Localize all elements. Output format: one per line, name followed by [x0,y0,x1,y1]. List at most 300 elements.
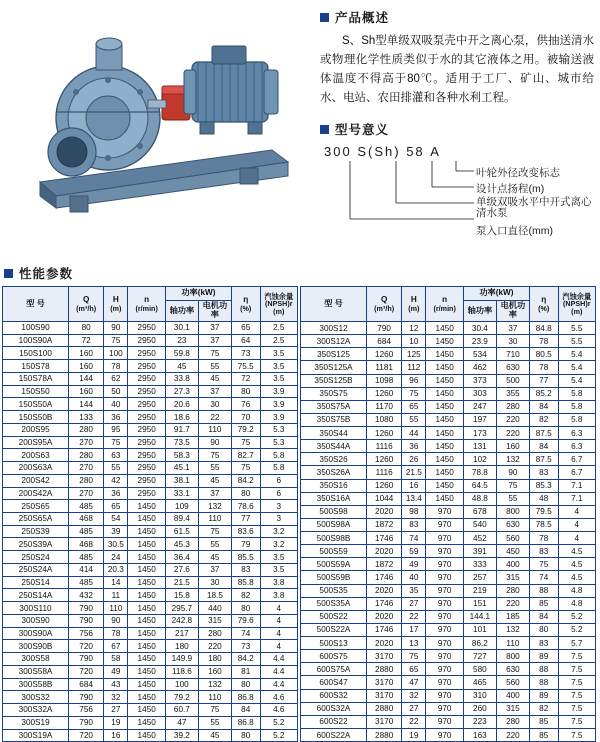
th-speed-sym: n [144,294,150,304]
cell-model: 600S32A [301,702,367,715]
model-title: 型号意义 [335,123,390,137]
cell-value: 2020 [367,584,402,597]
cell-value: 20.6 [165,398,198,411]
cell-value: 85.2 [529,387,558,400]
cell-value: 85.5 [231,551,260,564]
performance-table-right [300,286,596,742]
cell-value: 90 [496,466,529,479]
cell-value: 20.3 [104,563,128,576]
table-head [3,287,298,322]
cell-value: 970 [426,518,463,531]
cell-model: 300S58B [3,678,69,691]
cell-model: 350S75A [301,400,367,413]
table-row [3,449,298,462]
cell-value: 87.5 [529,453,558,466]
cell-model: 500S13 [301,637,367,650]
model-label-3: 泵入口直径(mm) [476,225,553,237]
cell-value: 110 [496,637,529,650]
cell-value: 3 [260,500,297,513]
model-label-2: 单级双吸水平中开式离心清水泵 [476,196,592,219]
cell-value: 4 [260,602,297,615]
cell-model: 150S78 [3,360,69,373]
th-npsh-unit: (m) [273,306,285,316]
cell-value: 280 [496,400,529,413]
cell-value: 4 [260,640,297,653]
cell-value: 64 [231,334,260,347]
table-row [3,538,298,551]
cell-value: 1450 [426,335,463,348]
performance-tables [0,286,600,738]
th-npsh-sym: (NPSH)r [562,299,591,309]
cell-value: 88 [529,584,558,597]
cell-value: 1746 [367,597,402,610]
cell-value: 45 [198,729,231,742]
th-head-sym: H [112,294,119,304]
cell-value: 4.8 [558,597,595,610]
table-body-left [3,322,298,742]
table-row [3,627,298,640]
cell-value: 30.4 [463,322,496,335]
cell-value: 50 [104,385,128,398]
cell-value: 630 [496,663,529,676]
cell-value: 6.7 [558,453,595,466]
cell-value: 485 [69,525,104,538]
cell-value: 2950 [128,360,165,373]
th-model: 型 号 [301,287,367,322]
cell-value: 1450 [128,513,165,526]
cell-value: 1450 [426,466,463,479]
table-row [301,387,596,400]
cell-value: 110 [198,513,231,526]
overview-paragraph [320,32,594,108]
cell-value: 970 [426,597,463,610]
cell-model: 150S50A [3,398,69,411]
cell-value: 40 [104,398,128,411]
table-row [301,492,596,505]
cell-value: 30 [198,576,231,589]
cell-value: 75 [231,462,260,475]
cell-value: 85.3 [529,479,558,492]
cell-value: 112 [402,361,426,374]
cell-value: 59.8 [165,347,198,360]
table-row [301,623,596,636]
overview-heading [320,8,600,26]
model-label-0: 叶轮外径改变标志 [476,167,560,179]
cell-model: 300S110 [3,602,69,615]
table-row [301,676,596,689]
cell-value: 96 [402,374,426,387]
cell-value: 85 [529,728,558,742]
cell-value: 710 [496,348,529,361]
cell-model: 350S75 [301,387,367,400]
cell-model: 200S63A [3,462,69,475]
cell-value: 1450 [128,691,165,704]
cell-value: 75 [496,479,529,492]
cell-value: 4.5 [558,558,595,571]
cell-value: 24 [104,551,128,564]
cell-value: 160 [198,665,231,678]
cell-value: 37 [198,385,231,398]
cell-value: 280 [496,715,529,728]
cell-value: 3.8 [260,576,297,589]
cell-model: 350S44A [301,440,367,453]
cell-model: 250S14 [3,576,69,589]
cell-value: 6.7 [558,466,595,479]
cell-value: 144.1 [463,610,496,623]
cell-value: 78 [529,532,558,545]
cell-value: 970 [426,505,463,518]
cell-value: 64.5 [463,479,496,492]
table-row [301,361,596,374]
table-row [301,728,596,742]
cell-value: 37 [198,322,231,335]
cell-value: 1450 [128,602,165,615]
th-speed-unit: (r/min) [433,303,456,313]
cell-value: 790 [69,614,104,627]
cell-value: 790 [69,716,104,729]
th-power-motor: 电机功率 [198,300,231,321]
cell-value: 30 [496,335,529,348]
table-row [3,322,298,335]
table-row [3,398,298,411]
cell-value: 23 [165,334,198,347]
cell-value: 1260 [367,387,402,400]
cell-value: 5.8 [260,462,297,475]
th-eff-unit: (%) [538,303,550,313]
table-row [301,400,596,413]
cell-value: 90 [198,436,231,449]
cell-model: 250S24A [3,563,69,576]
cell-value: 790 [69,602,104,615]
table-row [3,576,298,589]
cell-value: 2020 [367,505,402,518]
cell-value: 80 [69,322,104,335]
cell-value: 970 [426,610,463,623]
cell-value: 3.8 [260,589,297,602]
cell-value: 2950 [128,398,165,411]
cell-value: 4 [260,627,297,640]
cell-value: 131 [463,440,496,453]
cell-value: 257 [463,571,496,584]
cell-value: 3170 [367,650,402,663]
table-row [3,423,298,436]
cell-model: 300S32A [3,704,69,717]
table-row [301,453,596,466]
cell-value: 1746 [367,571,402,584]
cell-value: 465 [463,676,496,689]
cell-value: 55 [104,462,128,475]
cell-value: 22 [402,715,426,728]
cell-value: 2.5 [260,334,297,347]
cell-model: 200S95A [3,436,69,449]
cell-model: 200S63 [3,449,69,462]
cell-model: 350S125B [301,374,367,387]
cell-value: 1450 [128,716,165,729]
cell-value: 2950 [128,372,165,385]
cell-model: 500S98A [301,518,367,531]
cell-value: 101 [463,623,496,636]
cell-value: 49 [104,665,128,678]
cell-value: 4.6 [260,704,297,717]
cell-value: 37 [198,334,231,347]
table-row [301,558,596,571]
cell-value: 82 [231,589,260,602]
cell-value: 3.5 [260,372,297,385]
cell-value: 84 [529,440,558,453]
cell-value: 2880 [367,702,402,715]
cell-value: 1260 [367,453,402,466]
cell-model: 150S78A [3,372,69,385]
cell-value: 540 [463,518,496,531]
cell-value: 83 [529,545,558,558]
cell-value: 534 [463,348,496,361]
cell-value: 1450 [426,492,463,505]
cell-value: 1450 [426,374,463,387]
cell-value: 13.4 [402,492,426,505]
cell-value: 110 [198,691,231,704]
cell-value: 5.8 [558,413,595,426]
th-flow-sym: Q [82,294,90,304]
table-row [3,372,298,385]
cell-model: 100S90 [3,322,69,335]
cell-value: 1260 [367,348,402,361]
cell-value: 280 [496,584,529,597]
cell-value: 110 [198,423,231,436]
cell-model: 300S90B [3,640,69,653]
cell-value: 33.1 [165,487,198,500]
table-row [301,545,596,558]
cell-value: 36 [402,440,426,453]
cell-value: 3.5 [260,347,297,360]
cell-value: 160 [496,440,529,453]
cell-value: 83.6 [231,525,260,538]
cell-value: 355 [496,387,529,400]
cell-value: 180 [198,653,231,666]
cell-value: 468 [69,538,104,551]
cell-model: 250S65 [3,500,69,513]
cell-value: 1450 [426,387,463,400]
cell-value: 280 [69,449,104,462]
cell-model: 300S90 [3,614,69,627]
cell-value: 37 [198,563,231,576]
cell-value: 7.5 [558,715,595,728]
cell-value: 452 [463,532,496,545]
cell-value: 163 [463,728,496,742]
cell-value: 720 [69,665,104,678]
cell-value: 80 [231,678,260,691]
cell-value: 485 [69,576,104,589]
cell-value: 2950 [128,411,165,424]
cell-value: 1450 [426,361,463,374]
cell-value: 7.5 [558,650,595,663]
cell-value: 100 [165,678,198,691]
cell-value: 16 [104,729,128,742]
cell-value: 83 [529,466,558,479]
cell-value: 58.3 [165,449,198,462]
cell-value: 83 [402,518,426,531]
table-row [301,413,596,426]
cell-value: 560 [496,532,529,545]
cell-value: 45 [165,360,198,373]
cell-value: 63 [104,449,128,462]
cell-value: 75 [402,387,426,400]
cell-model: 250S39 [3,525,69,538]
cell-value: 5.5 [558,322,595,335]
table-row [301,374,596,387]
model-heading [320,120,600,138]
cell-value: 5.2 [260,716,297,729]
cell-value: 30.1 [165,322,198,335]
cell-value: 84 [529,400,558,413]
cell-value: 4 [558,532,595,545]
cell-value: 80.5 [529,348,558,361]
cell-model: 350S125A [301,361,367,374]
cell-value: 30 [198,398,231,411]
cell-value: 970 [426,715,463,728]
table-row [3,360,298,373]
th-flow-sym: Q [380,294,388,304]
cell-value: 391 [463,545,496,558]
cell-model: 350S16 [301,479,367,492]
cell-value: 3.9 [260,385,297,398]
cell-value: 500 [496,374,529,387]
table-row [3,525,298,538]
th-npsh [260,287,297,322]
table-row [3,563,298,576]
cell-model: 300S90A [3,627,69,640]
cell-value: 1450 [128,538,165,551]
cell-value: 1450 [128,729,165,742]
cell-value: 72 [231,372,260,385]
table-row [301,637,596,650]
cell-value: 95 [104,423,128,436]
cell-value: 684 [367,335,402,348]
table-row [3,614,298,627]
cell-value: 1116 [367,466,402,479]
table-row [301,440,596,453]
cell-value: 90 [104,322,128,335]
cell-value: 970 [426,689,463,702]
cell-value: 4 [558,518,595,531]
cell-value: 79.6 [231,614,260,627]
th-eff-sym: η [541,294,547,304]
cell-value: 27.3 [165,385,198,398]
table-row [301,597,596,610]
cell-value: 125 [402,348,426,361]
cell-value: 65 [231,322,260,335]
table-row [301,663,596,676]
cell-value: 333 [463,558,496,571]
cell-value: 6.3 [558,427,595,440]
cell-value: 684 [69,678,104,691]
cell-value: 11 [104,589,128,602]
cell-model: 250S14A [3,589,69,602]
cell-value: 45 [198,474,231,487]
bullet-square-icon [4,269,13,278]
cell-value: 790 [69,691,104,704]
cell-value: 144 [69,372,104,385]
cell-value: 132 [198,678,231,691]
bullet-square-icon [320,125,329,134]
cell-model: 150S50 [3,385,69,398]
cell-value: 21.5 [402,466,426,479]
th-eff-sym: η [243,294,249,304]
th-head-unit: (m) [110,303,122,313]
cell-value: 3.5 [260,563,297,576]
cell-model: 300S58 [3,653,69,666]
cell-value: 75 [198,449,231,462]
cell-value: 76 [231,398,260,411]
cell-value: 65 [104,500,128,513]
cell-value: 84.8 [529,322,558,335]
cell-value: 303 [463,387,496,400]
cell-value: 73 [231,347,260,360]
cell-model: 100S90A [3,334,69,347]
cell-value: 678 [463,505,496,518]
cell-value: 18.5 [198,589,231,602]
cell-value: 15.8 [165,589,198,602]
cell-value: 83 [529,637,558,650]
model-code-head: 58 [406,144,425,159]
cell-value: 280 [198,627,231,640]
cell-value: 1450 [426,348,463,361]
table-row [3,347,298,360]
cell-value: 1450 [128,500,165,513]
cell-value: 315 [496,571,529,584]
cell-value: 1450 [128,589,165,602]
cell-model: 150S100 [3,347,69,360]
cell-value: 7.5 [558,689,595,702]
top-area [0,0,600,262]
cell-value: 54 [104,513,128,526]
table-row [3,334,298,347]
th-flow-unit: (m³/h) [374,303,395,313]
th-power-shaft: 轴功率 [463,300,496,321]
cell-model: 500S35 [301,584,367,597]
cell-value: 4.5 [558,571,595,584]
cell-value: 1450 [128,704,165,717]
cell-value: 1450 [128,627,165,640]
cell-value: 75 [231,436,260,449]
cell-value: 2020 [367,637,402,650]
cell-value: 727 [463,650,496,663]
th-npsh [558,287,595,322]
cell-value: 75 [529,558,558,571]
cell-value: 84 [231,704,260,717]
cell-value: 23.9 [463,335,496,348]
cell-value: 36 [104,411,128,424]
cell-value: 2020 [367,610,402,623]
cell-value: 242.8 [165,614,198,627]
table-head [301,287,596,322]
cell-value: 74 [529,571,558,584]
cell-model: 600S22A [301,728,367,742]
cell-value: 74 [402,532,426,545]
cell-value: 75 [198,704,231,717]
cell-model: 500S35A [301,597,367,610]
cell-value: 82.7 [231,449,260,462]
cell-value: 219 [463,584,496,597]
cell-model: 500S59B [301,571,367,584]
cell-model: 600S75 [301,650,367,663]
table-row [301,610,596,623]
cell-value: 45 [198,551,231,564]
table-row [3,436,298,449]
model-code-block [320,144,600,240]
cell-value: 87.5 [529,427,558,440]
cell-value: 1450 [128,551,165,564]
cell-value: 1872 [367,558,402,571]
